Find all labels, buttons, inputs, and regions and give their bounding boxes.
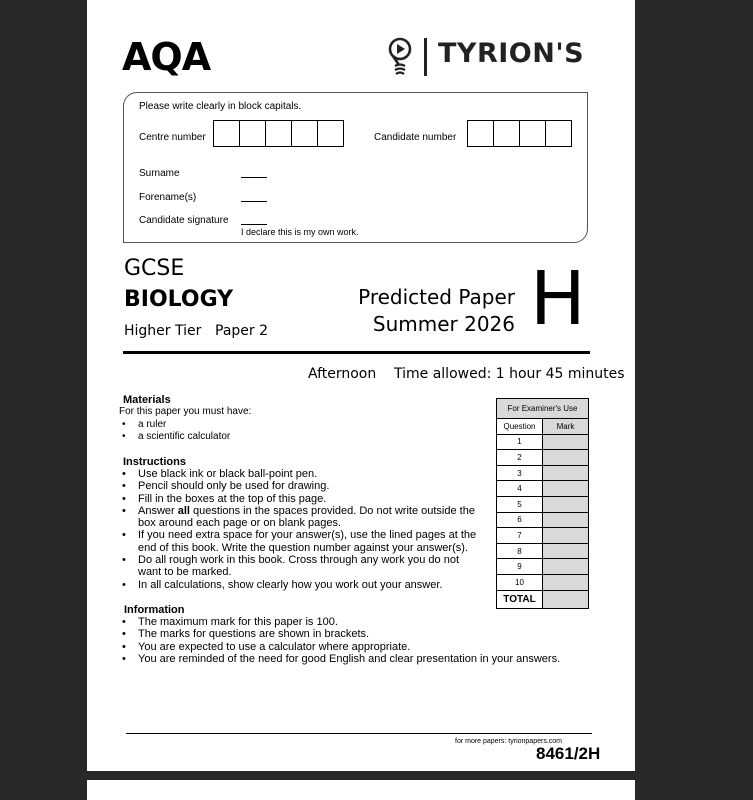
subject-title: BIOLOGY (124, 287, 234, 312)
candidate-digit-box[interactable] (545, 120, 572, 147)
examiner-table-title: For Examiner's Use (497, 399, 589, 419)
list-item: • a scientific calculator (119, 431, 419, 443)
mark-cell (543, 574, 589, 590)
table-row: 9 (497, 559, 589, 575)
session-time: Afternoon (308, 366, 377, 382)
list-item: • Fill in the boxes at the top of this page. (119, 493, 484, 505)
mark-cell (543, 559, 589, 575)
candidate-digit-box[interactable] (467, 120, 494, 147)
surname-field[interactable] (241, 177, 267, 178)
list-item: • The marks for questions are shown in brackets. (119, 628, 589, 640)
forenames-field[interactable] (241, 201, 267, 202)
mark-cell (543, 434, 589, 450)
information-list (119, 616, 589, 665)
materials-list (119, 419, 419, 443)
table-row: 8 (497, 543, 589, 559)
candidate-digit-box[interactable] (493, 120, 520, 147)
materials-heading: Materials (123, 394, 171, 406)
mark-cell (543, 528, 589, 544)
centre-number-input[interactable] (214, 120, 344, 147)
table-row: 1 (497, 434, 589, 450)
time-allowed: Time allowed: 1 hour 45 minutes (394, 366, 625, 382)
mark-cell (543, 450, 589, 466)
table-row: 10 (497, 574, 589, 590)
centre-digit-box[interactable] (291, 120, 318, 147)
candidate-digit-box[interactable] (519, 120, 546, 147)
title-divider (123, 351, 590, 354)
centre-digit-box[interactable] (317, 120, 344, 147)
paper-code: 8461/2H (536, 744, 601, 763)
centre-digit-box[interactable] (213, 120, 240, 147)
predicted-line-2: Summer 2026 (372, 312, 515, 336)
exam-cover-page (87, 0, 635, 771)
list-item: • Use black ink or black ball-point pen. (119, 468, 484, 480)
brand-divider (424, 38, 427, 76)
block-capitals-instruction: Please write clearly in block capitals. (139, 101, 302, 112)
materials-intro: For this paper you must have: (119, 406, 252, 417)
list-item: • You are expected to use a calculator where appropriate. (119, 641, 589, 653)
table-row: 6 (497, 512, 589, 528)
list-item: • Answer all questions in the spaces provided. Do not write outside the box around each page or on blank pages. (119, 505, 484, 530)
mark-cell (543, 512, 589, 528)
signature-field[interactable] (241, 224, 267, 225)
instructions-list (119, 468, 484, 591)
mark-cell (543, 496, 589, 512)
tier-letter: H (530, 256, 586, 342)
list-item: • You are reminded of the need for good English and clear presentation in your answers. (119, 653, 589, 665)
centre-number-label: Centre number (139, 132, 206, 143)
list-item: • a ruler (119, 419, 419, 431)
mark-cell (543, 543, 589, 559)
mark-cell (543, 465, 589, 481)
mark-cell (543, 481, 589, 497)
table-row: 3 (497, 465, 589, 481)
footer-url: for more papers: tyrionpapers.com (455, 738, 562, 745)
table-row: 7 (497, 528, 589, 544)
candidate-number-label: Candidate number (374, 132, 457, 143)
centre-digit-box[interactable] (265, 120, 292, 147)
centre-digit-box[interactable] (239, 120, 266, 147)
total-row (497, 590, 589, 608)
footer-divider (126, 733, 592, 734)
instructions-heading: Instructions (123, 456, 186, 468)
qualification-label: GCSE (124, 256, 185, 281)
list-item: • If you need extra space for your answer(s), use the lined pages at the end of this book. Write the question number against your answer(s). (119, 529, 484, 554)
information-heading: Information (124, 604, 185, 616)
examiner-use-table (496, 398, 589, 609)
list-item: • The maximum mark for this paper is 100. (119, 616, 589, 628)
question-column-header: Question (497, 419, 543, 435)
lightbulb-play-icon (387, 36, 415, 78)
mark-column-header: Mark (543, 419, 589, 435)
aqa-logo: AQA (122, 35, 211, 79)
table-row: 2 (497, 450, 589, 466)
candidate-number-input[interactable] (468, 120, 572, 147)
tyrions-logo-text: TYRION'S (438, 38, 585, 69)
predicted-paper-title (358, 284, 515, 338)
predicted-line-1: Predicted Paper (358, 285, 515, 309)
paper-number: Paper 2 (215, 323, 269, 339)
total-mark-cell (543, 590, 589, 608)
tier-label: Higher Tier (124, 323, 202, 339)
list-item: • Do all rough work in this book. Cross through any work you do not want to be marked. (119, 554, 484, 579)
table-row: 5 (497, 496, 589, 512)
next-page (87, 780, 635, 800)
list-item: • In all calculations, show clearly how you work out your answer. (119, 579, 484, 591)
list-item: • Pencil should only be used for drawing. (119, 480, 484, 492)
total-label: TOTAL (497, 590, 543, 608)
declaration-text: I declare this is my own work. (241, 227, 359, 237)
signature-label: Candidate signature (139, 215, 229, 226)
table-row: 4 (497, 481, 589, 497)
forenames-label: Forename(s) (139, 192, 197, 203)
surname-label: Surname (139, 168, 180, 179)
